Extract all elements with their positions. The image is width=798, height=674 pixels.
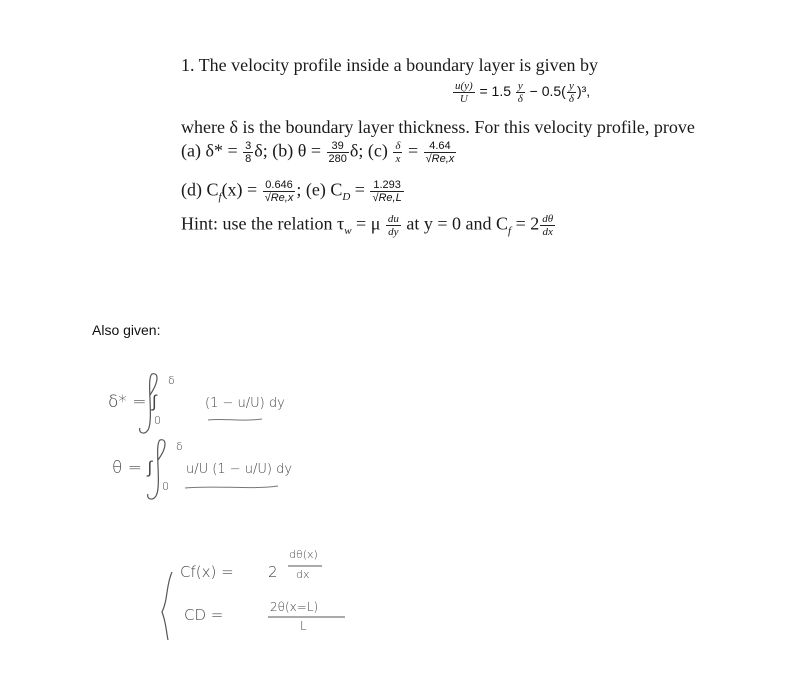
curly-brace: [162, 572, 172, 640]
cf-coefficient: [268, 563, 278, 581]
y-numerator: y: [516, 80, 525, 93]
dstar-definition: [108, 392, 157, 412]
c-rnum: 4.64: [424, 140, 457, 153]
c-den: x: [395, 153, 401, 165]
hint-sub-f: f: [508, 225, 512, 238]
theta-lhs: θ = ∫: [112, 458, 153, 478]
c-equals: =: [407, 140, 419, 161]
u-numerator: u(y): [455, 80, 473, 92]
cf-lhs: Cf(x) =: [180, 563, 234, 581]
theta-integrand: [186, 462, 292, 477]
c-num: δ: [395, 140, 401, 152]
b-den: 280: [328, 153, 347, 165]
hint-sub-w: w: [344, 225, 352, 238]
e-den: √Re,L: [372, 192, 402, 204]
d-num: 0.646: [263, 179, 296, 192]
dstar-lhs: δ* = ∫: [108, 392, 157, 412]
d-mid: (x) =: [221, 179, 258, 200]
dx: dx: [542, 226, 553, 238]
cd-num-text: 2θ(x=L): [270, 600, 319, 614]
a-den: 8: [245, 153, 252, 165]
coef-1-5: = 1.5: [479, 82, 511, 99]
dstar-integrand: [205, 396, 285, 411]
e-sub: D: [342, 191, 351, 204]
cf-num-text: dθ(x): [289, 548, 318, 561]
dstar-low-text: 0: [154, 414, 161, 427]
d-den: √Re,x: [264, 192, 294, 204]
part-d-label: (d) C: [181, 179, 219, 200]
d-sub: f: [218, 191, 222, 204]
delta-denominator-2: δ: [568, 93, 574, 105]
e-num: 1.293: [370, 179, 403, 192]
theta-lower-limit: [162, 480, 169, 493]
prove-statement-text: where δ is the boundary layer thickness. For this velocity profile, prove: [181, 117, 695, 137]
U-denominator: U: [459, 93, 468, 105]
dy: dy: [388, 226, 399, 238]
cd-den-text: L: [300, 619, 307, 633]
dstar-lower-limit: [154, 414, 161, 427]
a-num: 3: [245, 140, 252, 152]
e-equals: =: [354, 179, 365, 200]
cd-denominator: [300, 619, 307, 633]
underline-1: [208, 419, 262, 420]
also-given-text: Also given:: [92, 322, 161, 338]
du: du: [387, 213, 399, 225]
hint-text-d: = 2: [515, 213, 540, 234]
theta-up-text: δ: [176, 440, 183, 453]
hint-text-b: = μ: [356, 213, 381, 234]
cf-definition: [180, 563, 234, 581]
theta-upper-limit: [176, 440, 183, 453]
dstar-up-text: δ: [168, 374, 175, 387]
cf-two: 2: [268, 563, 278, 581]
cf-numerator: [289, 548, 318, 561]
cd-numerator: [270, 600, 318, 614]
part-a-label: (a) δ* =: [181, 140, 238, 161]
problem-statement-text: 1. The velocity profile inside a boundary layer is given by: [181, 55, 599, 75]
c-rden: √Re,x: [425, 153, 455, 165]
b-num: 39: [327, 140, 349, 153]
part-c-label: δ; (c): [349, 140, 388, 161]
dtheta: dθ: [542, 213, 554, 225]
theta-body-text: u/U (1 − u/U) dy: [186, 462, 293, 477]
coef-0-5: − 0.5(: [529, 82, 566, 99]
theta-low-text: 0: [162, 480, 169, 493]
hint-text-c: at y = 0 and C: [406, 213, 508, 234]
cf-denominator: [296, 568, 310, 581]
cube-close: )³,: [576, 82, 591, 99]
cf-den-text: dx: [296, 568, 310, 581]
dstar-body-text: (1 − u/U) dy: [205, 396, 285, 411]
part-b-label: δ; (b) θ =: [254, 140, 321, 161]
underline-2: [185, 486, 278, 488]
hint-text-a: Hint: use the relation τ: [181, 213, 345, 234]
cd-definition: [184, 606, 223, 624]
dstar-upper-limit: [168, 374, 175, 387]
part-e-label: ; (e) C: [296, 179, 343, 200]
y-numerator-2: y: [567, 80, 576, 93]
delta-denominator: δ: [517, 93, 523, 105]
cd-lhs: CD =: [184, 606, 224, 624]
theta-definition: [112, 458, 152, 478]
